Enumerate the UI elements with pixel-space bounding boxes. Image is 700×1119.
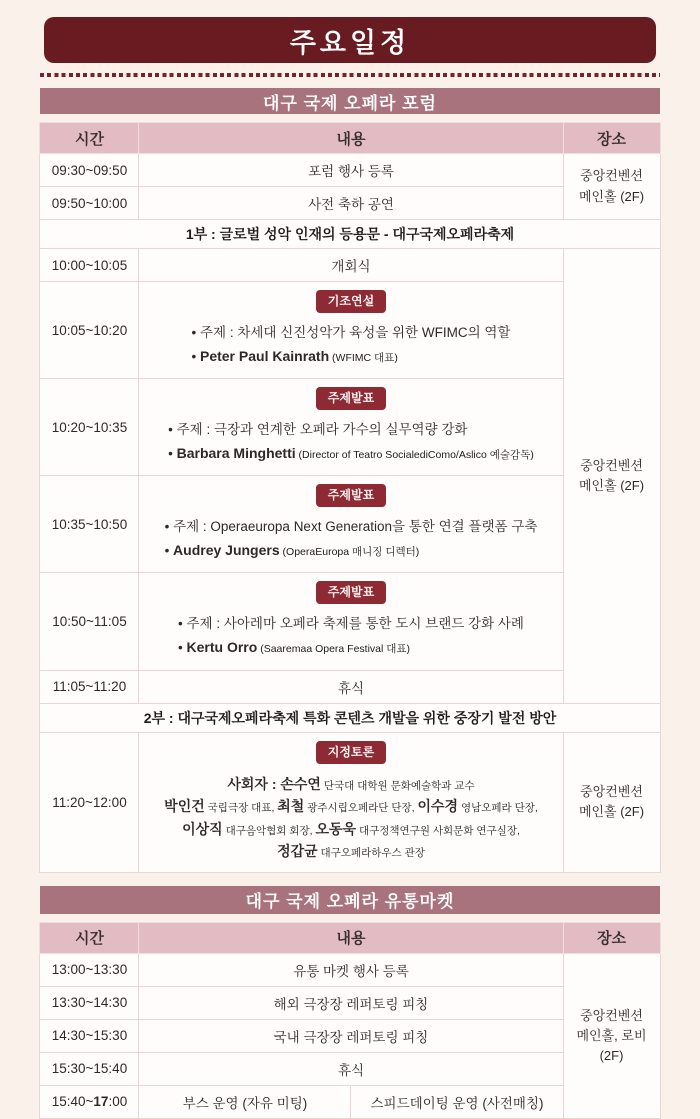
content-cell	[139, 379, 563, 476]
topic-badge: 주제발표	[316, 581, 386, 604]
bullet-dot: •	[168, 445, 177, 461]
time-cell: 13:00~13:30	[40, 953, 139, 986]
time-cell: 14:30~15:30	[40, 1019, 139, 1052]
bullet-item	[165, 540, 538, 561]
panel-lines	[145, 773, 556, 863]
content-cell: 유통 마켓 행사 등록	[139, 953, 563, 986]
col-header-time: 시간	[40, 123, 139, 154]
market-section	[0, 886, 700, 1119]
venue-cell: 중앙컨벤션 메인홀 (2F)	[563, 249, 660, 704]
panel-line	[145, 795, 556, 818]
content-cell: 사전 축하 공연	[139, 187, 563, 220]
schedule-row	[40, 249, 660, 282]
market-section-header-bar	[40, 886, 660, 914]
page-title-banner	[44, 17, 656, 63]
bullet-list	[165, 514, 538, 563]
bullet-list	[168, 417, 534, 466]
time-cell: 10:00~10:05	[40, 249, 139, 282]
speaker-title: 대구음악협회 회장,	[222, 824, 316, 837]
col-header-venue: 장소	[563, 922, 660, 953]
venue-cell: 중앙컨벤션 메인홀, 로비 (2F)	[563, 953, 660, 1118]
speaker-name: 사회자 : 손수연	[227, 775, 321, 792]
time-cell: 10:35~10:50	[40, 476, 139, 573]
col-header-venue: 장소	[563, 123, 660, 154]
page-title: 주요일정	[289, 27, 411, 58]
schedule-row	[40, 732, 660, 872]
content-cell: 개회식	[139, 249, 563, 282]
topic-badge: 주제발표	[316, 484, 386, 507]
time-cell: 10:50~11:05	[40, 573, 139, 670]
bullet-dot: •	[191, 325, 200, 340]
table-header-row	[40, 123, 660, 154]
schedule-row	[40, 703, 660, 732]
col-header-content: 내용	[139, 123, 563, 154]
forum-section-header-bar	[40, 88, 660, 114]
speaker-name: Kertu Orro	[186, 638, 258, 655]
speaker-title: 영남오페라 단장,	[458, 802, 538, 815]
content-cell	[139, 573, 563, 670]
forum-section	[0, 88, 700, 873]
speaker-title: (Saaremaa Opera Festival 대표)	[257, 642, 411, 655]
bullet-dot: •	[164, 519, 174, 535]
text-segment: 주제 : 차세대 신진성악가 육성을 위한 WFIMC의 역할	[199, 325, 511, 340]
content-cell	[139, 282, 563, 379]
bullet-dot: •	[168, 422, 177, 438]
bullet-item	[178, 614, 524, 634]
forum-schedule-table	[39, 122, 660, 873]
speaker-title: 대구오페라하우스 관장	[317, 847, 425, 860]
time-cell: 15:30~15:40	[40, 1052, 139, 1085]
bullet-dot: •	[178, 616, 187, 632]
speaker-name: 오동욱	[315, 820, 357, 837]
bullet-item	[192, 323, 511, 343]
speaker-name: Audrey Jungers	[173, 541, 280, 558]
time-cell	[40, 1085, 139, 1118]
bullet-dot: •	[191, 348, 200, 364]
time-cell: 09:30~09:50	[40, 154, 139, 187]
speaker-name: Peter Paul Kainrath	[199, 347, 330, 364]
topic-badge: 지정토론	[316, 741, 386, 764]
bullet-list	[178, 611, 524, 660]
phase-header-cell: 1부 : 글로벌 성악 인재의 등용문 - 대구국제오페라축제	[40, 220, 660, 249]
speaker-name: 이수경	[417, 798, 459, 815]
text-segment: 주제 : 극장과 연계한 오페라 가수의 실무역량 강화	[176, 422, 468, 438]
bullet-item	[192, 346, 511, 367]
speaker-title: 대구정책연구원 사회문화 연구실장,	[356, 824, 520, 837]
text-segment: :00	[108, 1094, 128, 1110]
bullet-item	[168, 443, 534, 464]
speaker-title: (WFIMC 대표)	[329, 351, 398, 364]
topic-badge: 주제발표	[316, 387, 386, 410]
speaker-name: 이상직	[182, 820, 223, 837]
bullet-list	[192, 320, 511, 369]
venue-cell: 중앙컨벤션 메인홀 (2F)	[563, 732, 660, 872]
bullet-dot: •	[164, 542, 174, 558]
topic-badge: 기조연설	[316, 290, 386, 313]
bullet-dot: •	[178, 639, 187, 655]
speaker-title: (OperaEuropa 매니징 디렉터)	[279, 545, 420, 558]
schedule-row	[40, 154, 660, 187]
forum-section-title: 대구 국제 오페라 포럼	[263, 93, 437, 113]
speaker-name: 박인건	[164, 798, 205, 815]
venue-cell: 중앙컨벤션 메인홀 (2F)	[563, 154, 660, 220]
speaker-title: 광주시립오페라단 단장,	[304, 802, 418, 815]
schedule-row	[40, 953, 660, 986]
market-schedule-table	[39, 922, 660, 1119]
content-cell	[139, 732, 563, 872]
panel-line	[145, 840, 556, 863]
content-cell: 해외 극장장 레퍼토링 피칭	[139, 986, 563, 1019]
speaker-name: 정갑균	[277, 843, 318, 860]
text-segment: 주제 : Operaeuropa Next Generation을 통한 연결 플랫폼 구축	[173, 519, 538, 535]
speaker-title: (Director of Teatro SocialediComo/Aslico 예술감독)	[295, 448, 534, 461]
col-header-time: 시간	[40, 922, 139, 953]
time-cell: 11:05~11:20	[40, 670, 139, 703]
bullet-item	[168, 420, 534, 440]
market-section-title: 대구 국제 오페라 유통마켓	[245, 892, 455, 912]
col-header-content: 내용	[139, 922, 563, 953]
content-cell: 휴식	[139, 1052, 563, 1085]
panel-line	[145, 773, 556, 796]
time-cell: 09:50~10:00	[40, 187, 139, 220]
time-cell: 10:20~10:35	[40, 379, 139, 476]
text-segment: 15:40~	[51, 1094, 94, 1110]
table-header-row	[40, 922, 660, 953]
bullet-item	[178, 637, 524, 658]
time-cell: 10:05~10:20	[40, 282, 139, 379]
speaker-title: 단국대 대학원 문화예술학과 교수	[320, 779, 475, 792]
dotted-divider	[40, 73, 660, 77]
split-cell-left: 부스 운영 (자유 미팅)	[139, 1085, 351, 1118]
text-segment: 주제 : 사아레마 오페라 축제를 통한 도시 브랜드 강화 사례	[186, 616, 524, 632]
content-cell: 휴식	[139, 670, 563, 703]
content-cell	[139, 476, 563, 573]
panel-line	[145, 818, 556, 841]
content-cell: 국내 극장장 레퍼토링 피칭	[139, 1019, 563, 1052]
bullet-item	[165, 517, 538, 537]
time-cell: 11:20~12:00	[40, 732, 139, 872]
speaker-name: 최철	[277, 798, 305, 815]
content-cell: 포럼 행사 등록	[139, 154, 563, 187]
schedule-row	[40, 220, 660, 249]
speaker-name: 17	[93, 1094, 109, 1110]
speaker-title: 국립극장 대표,	[204, 802, 278, 815]
split-cell-right: 스피드데이팅 운영 (사전매칭)	[351, 1085, 563, 1118]
time-cell: 13:30~14:30	[40, 986, 139, 1019]
phase-header-cell: 2부 : 대구국제오페라축제 특화 콘텐츠 개발을 위한 중장기 발전 방안	[40, 703, 660, 732]
speaker-name: Barbara Minghetti	[176, 444, 296, 461]
